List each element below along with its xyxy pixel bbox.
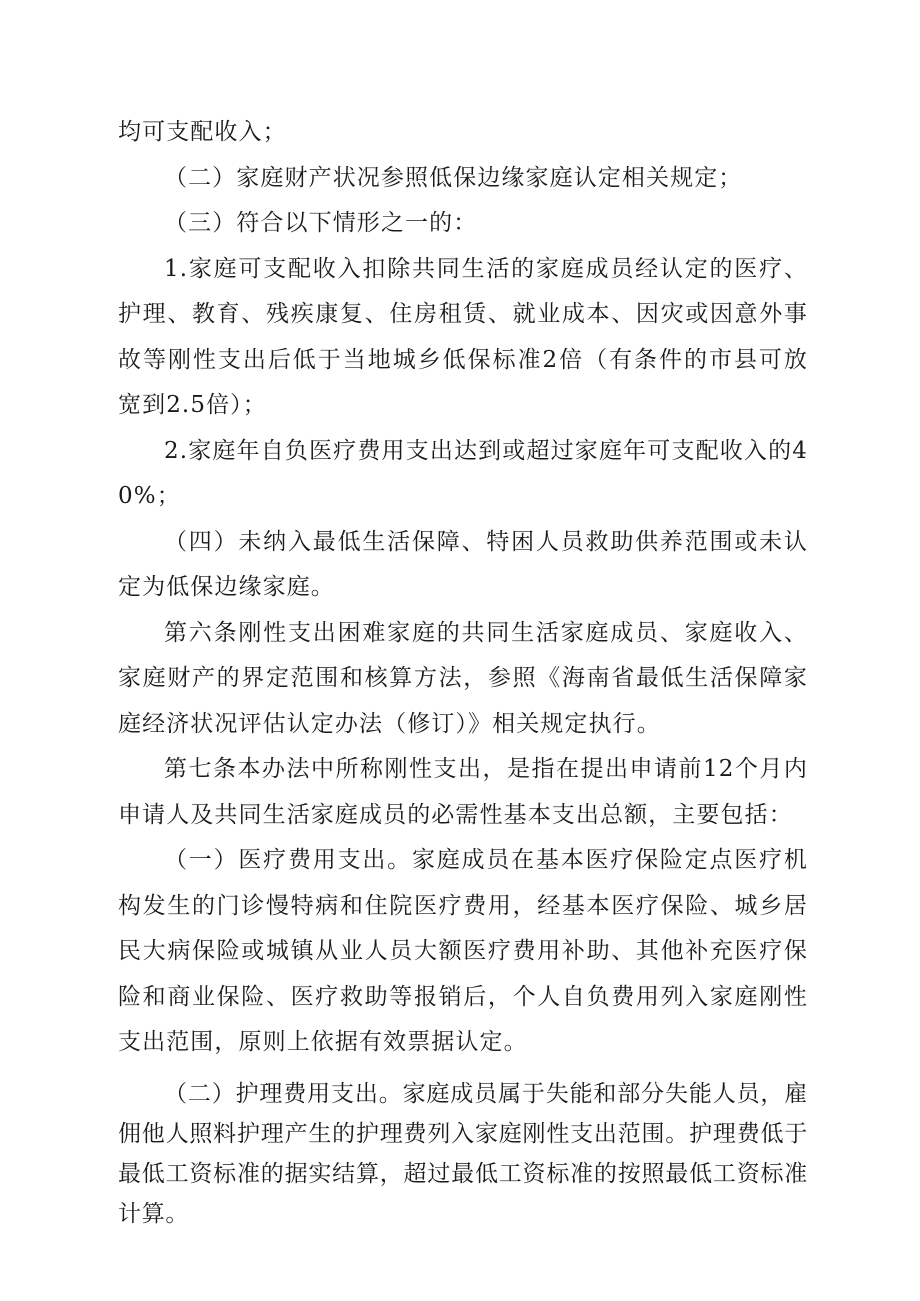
paragraph-medical-expenses: （一）医疗费用支出。家庭成员在基本医疗保险定点医疗机构发生的门诊慢特病和住院医疗费用，经基本医疗保险、城乡居民大病保险或城镇从业人员大额医疗费用补助、其他补充医疗保险和商业保险、医疗救助等报销后，个人自负费用列入家庭刚性支出范围，原则上依据有效票据认定。 [118,847,808,1055]
document-body [118,110,808,1234]
paragraph-nursing-expenses: （二）护理费用支出。家庭成员属于失能和部分失能人员，雇佣他人照料护理产生的护理费列入家庭刚性支出范围。护理费低于最低工资标准的据实结算，超过最低工资标准的按照最低工资标准计算。 [118,1080,808,1227]
paragraph-article-7: 第七条本办法中所称刚性支出，是指在提出申请前12个月内申请人及共同生活家庭成员的必需性基本支出总额，主要包括： [118,756,808,828]
paragraph-item-4-exclusion: （四）未纳入最低生活保障、特困人员救助供养范围或未认定为低保边缘家庭。 [118,528,808,600]
paragraph-item-2-property: （二）家庭财产状况参照低保边缘家庭认定相关规定； [164,164,743,191]
paragraph-item-3-conditions: （三）符合以下情形之一的： [164,210,478,236]
paragraph-condition-1: 1.家庭可支配收入扣除共同生活的家庭成员经认定的医疗、护理、教育、残疾康复、住房租赁、就业成本、因灾或因意外事故等刚性支出后低于当地城乡低保标准2倍（有条件的市县可放宽到2.5倍）； [118,255,808,418]
paragraph-condition-2: 2.家庭年自负医疗费用支出达到或超过家庭年可支配收入的40%； [118,437,808,509]
paragraph-article-6: 第六条刚性支出困难家庭的共同生活家庭成员、家庭收入、家庭财产的界定范围和核算方法，参照《海南省最低生活保障家庭经济状况评估认定办法（修订）》相关规定执行。 [118,619,808,737]
paragraph-income-continuation: 均可支配收入； [118,119,287,145]
